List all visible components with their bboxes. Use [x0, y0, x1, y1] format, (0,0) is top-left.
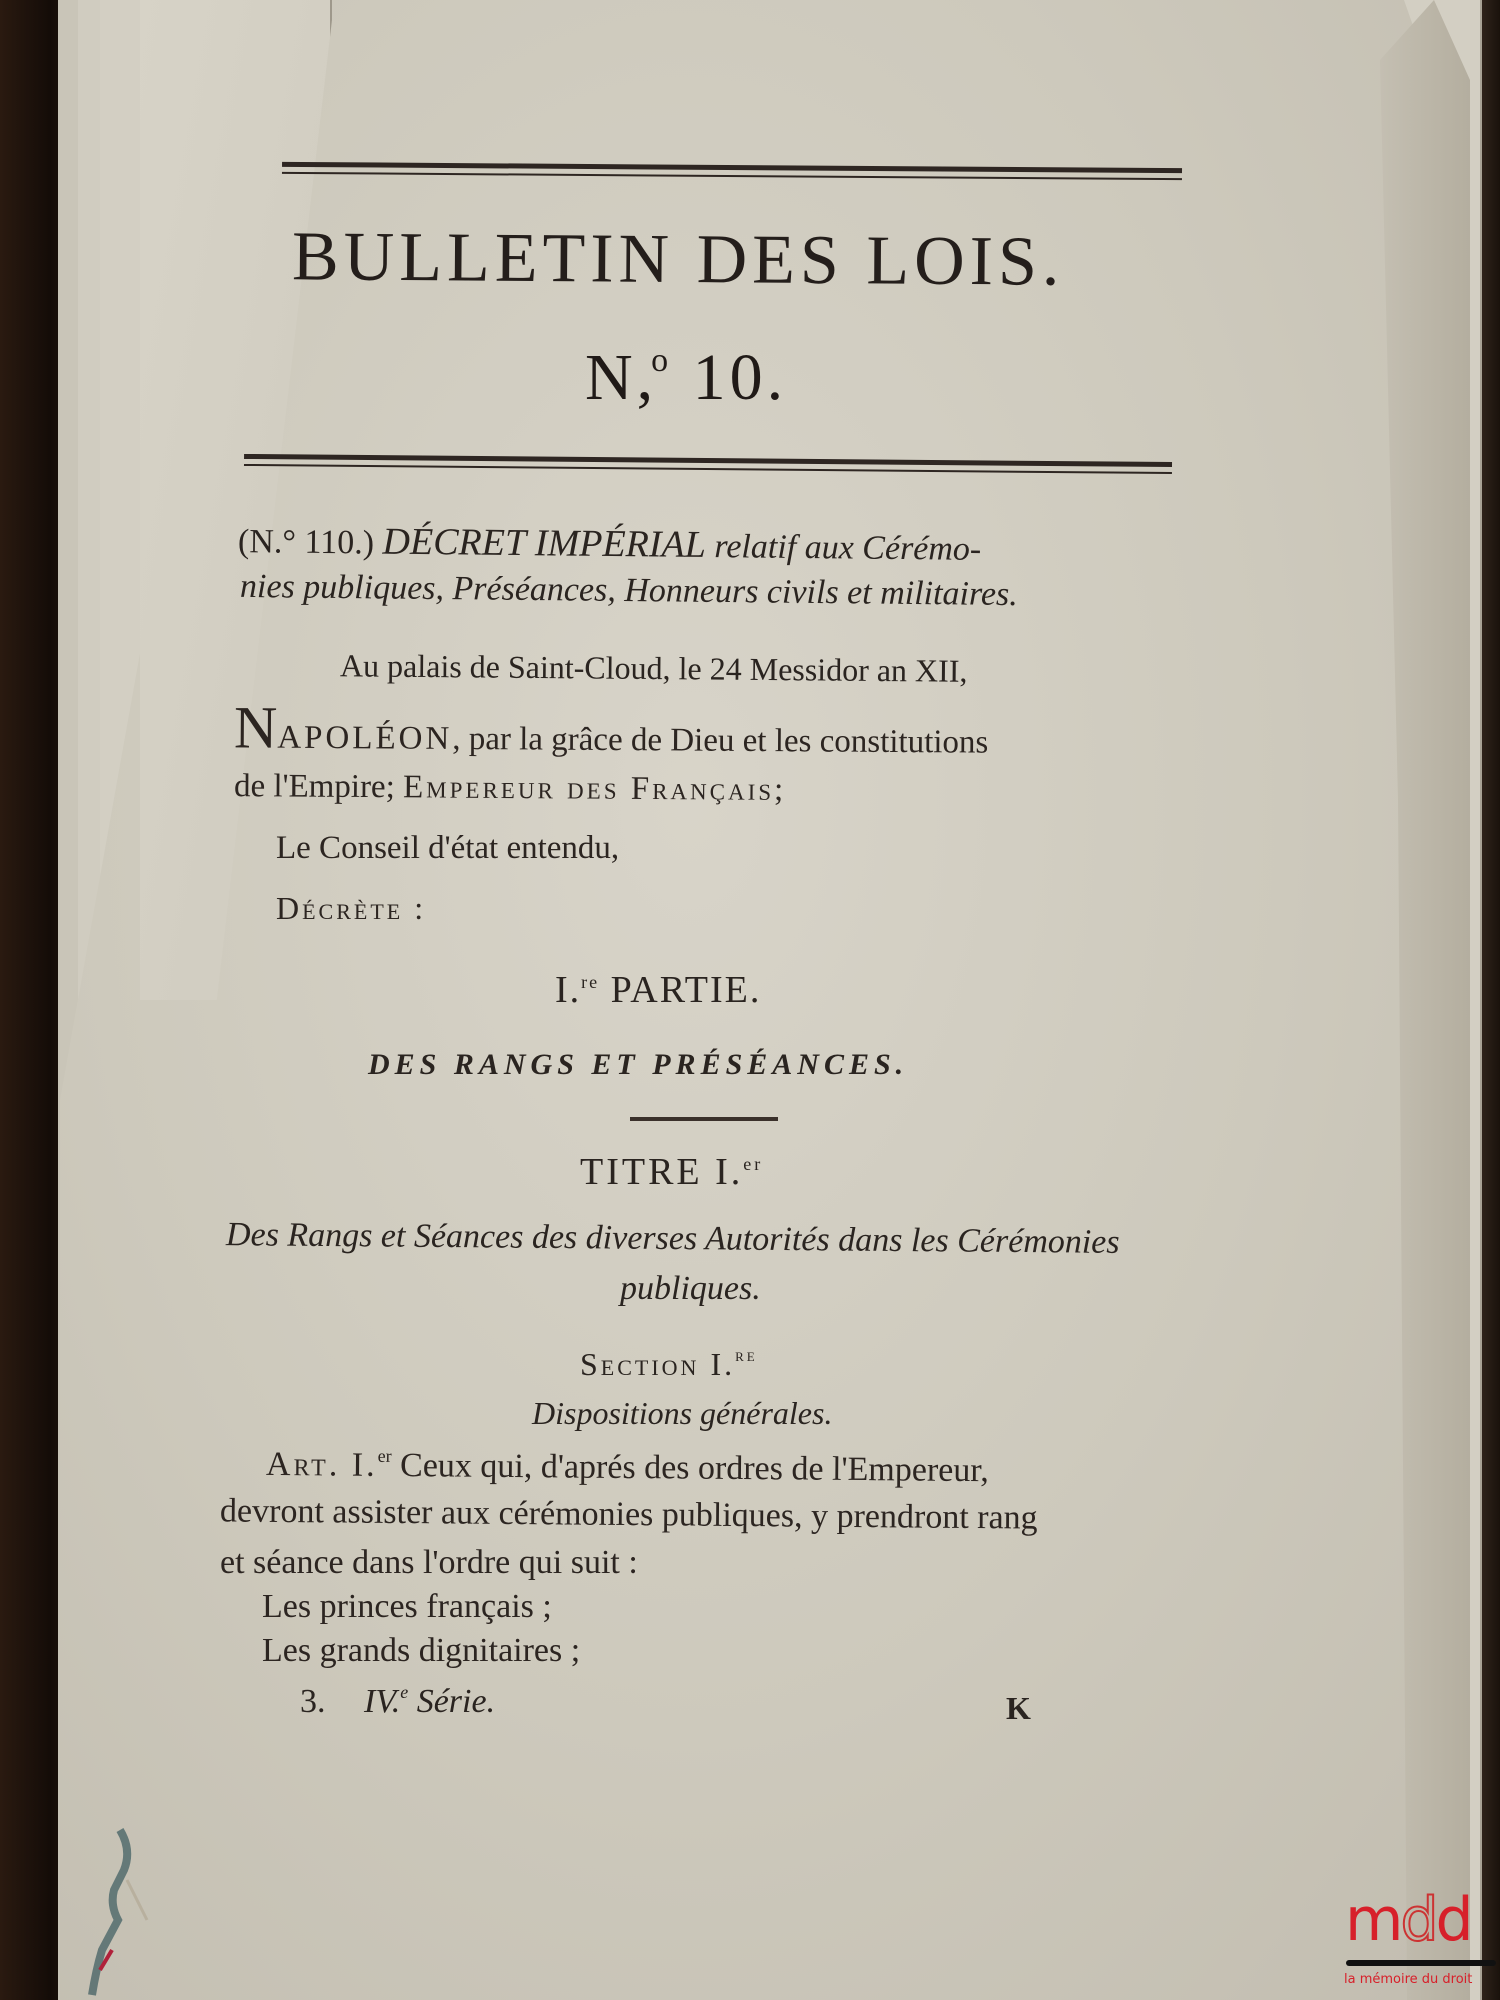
header-rule-top	[282, 162, 1182, 182]
logo-d-outline: d	[1400, 1885, 1436, 1955]
logo-bar	[1346, 1960, 1496, 1966]
header-rule-bottom	[244, 454, 1172, 476]
titre-label: TITRE I.	[580, 1151, 744, 1193]
number-prefix: N,	[585, 341, 658, 414]
bulletin-title: BULLETIN DES LOIS.	[291, 218, 1065, 301]
logo-letters	[1345, 1885, 1471, 1955]
section-subheading: Dispositions générales.	[532, 1395, 833, 1431]
article-line-3: et séance dans l'ordre qui suit :	[220, 1544, 638, 1581]
number-superscript: o	[651, 342, 673, 379]
article-label: Art. I.	[265, 1445, 378, 1484]
bulletin-number	[585, 340, 787, 416]
list-item: Les princes français ;	[262, 1588, 552, 1625]
preamble-line-1	[233, 694, 989, 762]
logo-d: d	[1435, 1885, 1471, 1955]
titre-subheading-1: Des Rangs et Séances des diverses Autorités dans les Cérémonies	[225, 1216, 1120, 1261]
drop-initial: N	[233, 694, 278, 761]
series-num: IV.	[364, 1683, 401, 1720]
article-text-1: Ceux qui, d'aprés des ordres de l'Empereur,	[391, 1446, 989, 1490]
preamble-text-1: , par la grâce de Dieu et les constitutions	[452, 720, 989, 761]
partie-heading	[555, 968, 761, 1012]
decree-heading-line-1	[238, 518, 982, 570]
mdd-watermark-logo	[1340, 1885, 1500, 2000]
logo-tagline: la mémoire du droit	[1344, 1972, 1473, 1987]
logo-m: m	[1345, 1885, 1401, 1955]
partie-sup: re	[581, 972, 600, 992]
decree-subject-1: relatif aux Cérémo-	[705, 528, 982, 568]
decree-subject-2: nies publiques, Préséances, Honneurs civils et militaires.	[239, 567, 1018, 614]
emperor-name: APOLÉON	[277, 719, 453, 757]
decrete-line: Décrète :	[276, 890, 427, 926]
article-line-1	[266, 1445, 989, 1490]
partie-label: PARTIE.	[599, 969, 762, 1011]
list-item: Les grands dignitaires ;	[262, 1632, 581, 1669]
titre-subheading-2: publiques.	[620, 1270, 761, 1307]
series-text: Série.	[408, 1683, 496, 1720]
partie-num: I.	[555, 969, 582, 1011]
section-divider	[630, 1117, 778, 1121]
gathering-mark: K	[1006, 1690, 1031, 1726]
preamble-text-2: de l'Empire;	[233, 768, 404, 806]
section-label: Section I.	[580, 1346, 736, 1382]
conseil-line: Le Conseil d'état entendu,	[276, 830, 620, 866]
decree-title: DÉCRET IMPÉRIAL	[382, 520, 707, 567]
number-value: 10.	[692, 341, 788, 414]
signature-number: 3.	[300, 1683, 326, 1720]
titre-sup: er	[743, 1154, 764, 1174]
series-label	[364, 1683, 495, 1720]
emperor-title: Empereur des Français	[402, 769, 775, 808]
article-sup: er	[377, 1445, 392, 1466]
decree-ref: (N.° 110.)	[237, 523, 375, 562]
preamble-punct: ;	[773, 771, 784, 808]
decree-place-date: Au palais de Saint-Cloud, le 24 Messidor an XII,	[339, 647, 968, 689]
section-sup: re	[735, 1345, 758, 1365]
titre-heading	[580, 1150, 763, 1194]
section-heading	[580, 1345, 758, 1383]
preamble-line-2	[234, 768, 784, 809]
printer-signature	[300, 1682, 495, 1721]
partie-subtitle: DES RANGS ET PRÉSÉANCES.	[368, 1048, 909, 1081]
article-line-2: devront assister aux cérémonies publiques, y prendront rang	[219, 1492, 1038, 1537]
ink-thread-stain	[72, 1810, 162, 2000]
series-sup: e	[400, 1682, 409, 1702]
